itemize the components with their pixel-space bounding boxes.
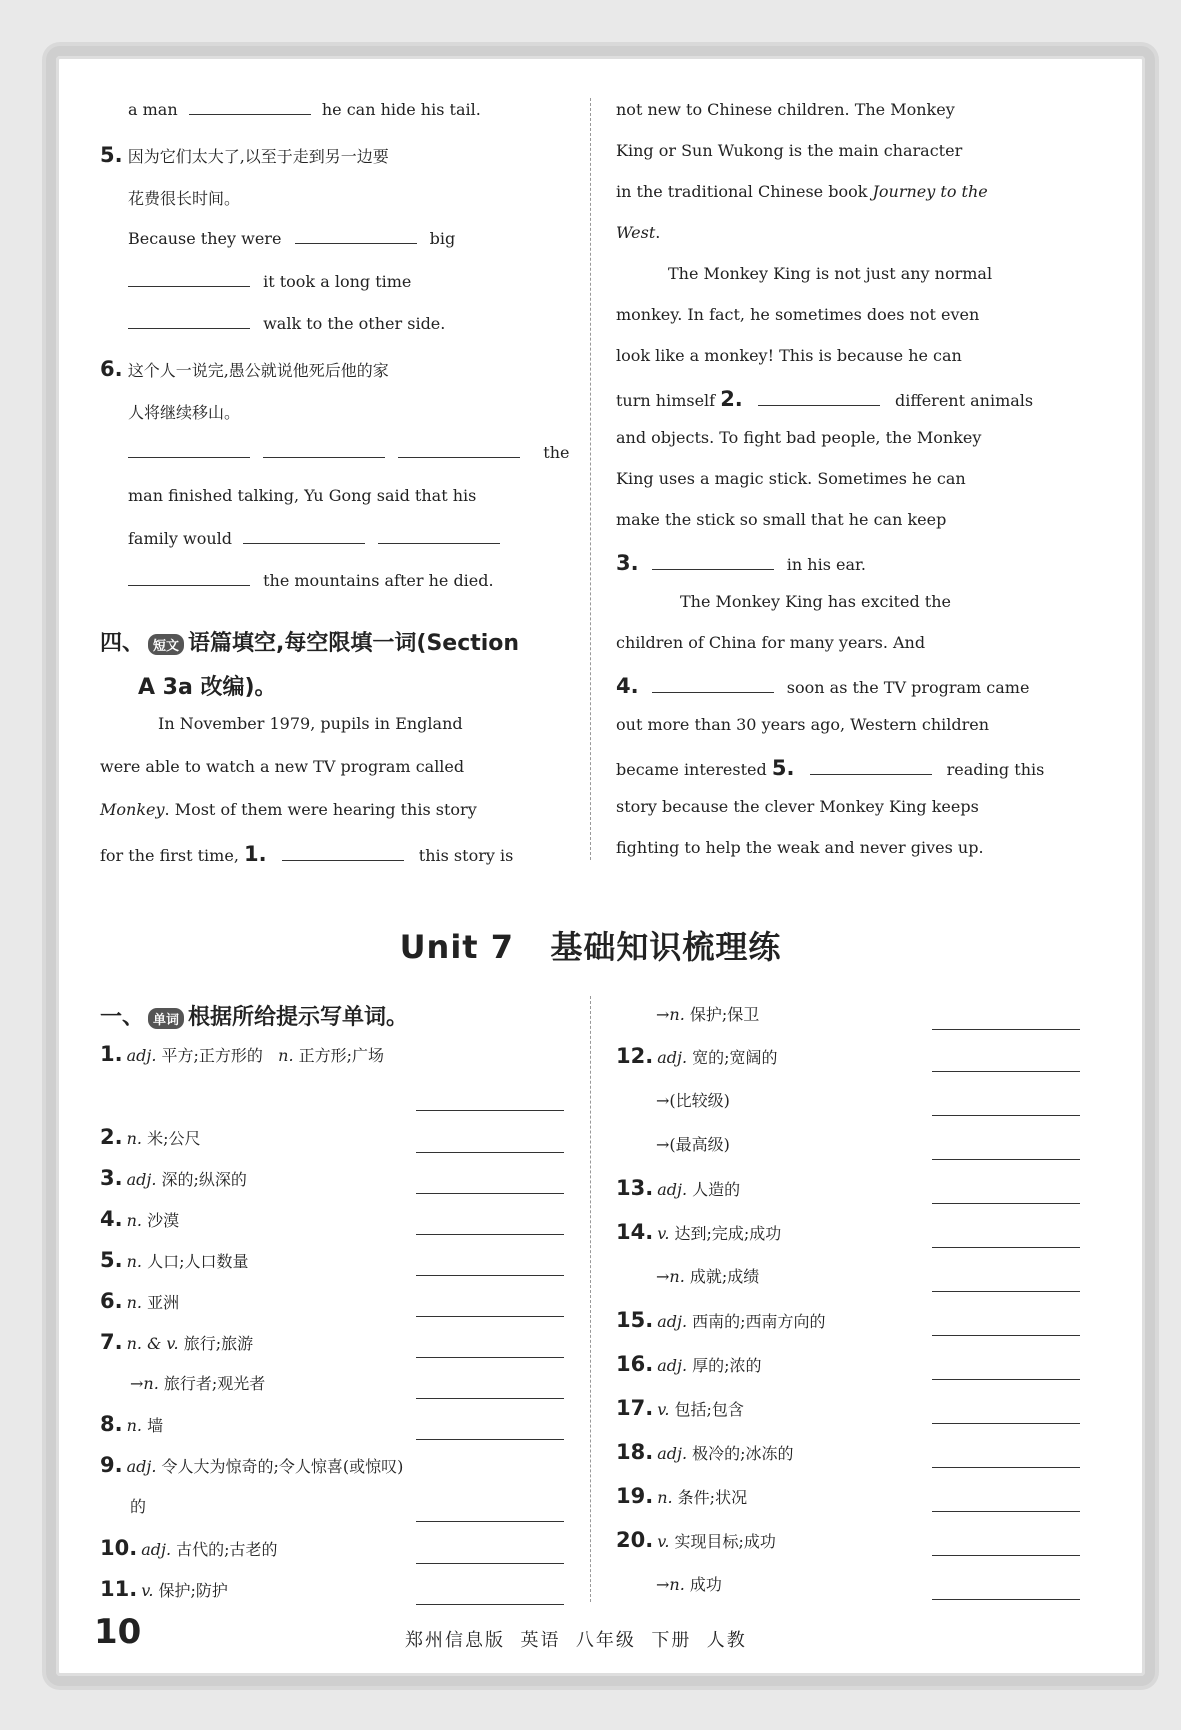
exercise-line — [128, 314, 445, 333]
column-divider-bottom — [590, 996, 591, 1602]
exercise-line — [128, 272, 411, 291]
answer-line[interactable] — [932, 1246, 1080, 1248]
answer-blank[interactable] — [263, 456, 385, 458]
column-divider-top — [590, 98, 591, 860]
text: he can hide his tail. — [321, 100, 481, 119]
text: family would — [128, 529, 232, 548]
vocab-item — [656, 1572, 722, 1595]
definition: 墙 — [141, 1416, 164, 1435]
answer-line[interactable] — [416, 1233, 564, 1235]
passage-line: King or Sun Wukong is the main character — [616, 141, 963, 160]
answer-line[interactable] — [932, 1070, 1080, 1072]
text: the mountains after he died. — [263, 571, 494, 590]
answer-line[interactable] — [932, 1378, 1080, 1380]
part-of-speech: →n. — [656, 1005, 685, 1024]
passage-line — [616, 756, 1044, 780]
definition: →(比较级) — [656, 1091, 730, 1110]
answer-line[interactable] — [416, 1520, 564, 1522]
answer-blank[interactable] — [128, 327, 250, 329]
definition: 厚的;浓的 — [687, 1356, 762, 1375]
passage-line: make the stick so small that he can keep — [616, 510, 947, 529]
text: became interested — [616, 760, 767, 779]
vocab-item — [100, 1536, 278, 1560]
text: Because they were — [128, 229, 282, 248]
passage-line: King uses a magic stick. Sometimes he can — [616, 469, 966, 488]
item-number: 2. — [100, 1125, 123, 1149]
definition: 的 — [130, 1497, 147, 1516]
italic-title: Monkey — [100, 800, 165, 819]
passage-line: The Monkey King is not just any normal — [668, 264, 993, 283]
answer-line[interactable] — [416, 1562, 564, 1564]
definition: 沙漠 — [141, 1211, 180, 1230]
part-of-speech: n. — [657, 1488, 673, 1507]
passage-line: not new to Chinese children. The Monkey — [616, 100, 955, 119]
definition: 成功 — [684, 1575, 722, 1594]
item-number: 14. — [616, 1220, 654, 1244]
text: . Most of them were hearing this story — [164, 800, 477, 819]
definition: 包括;包含 — [669, 1400, 744, 1419]
answer-blank[interactable] — [758, 404, 880, 406]
part-of-speech: v. — [141, 1581, 154, 1600]
part-of-speech: v. — [657, 1532, 670, 1551]
item-number: 4. — [100, 1207, 123, 1231]
question-number: 5. — [100, 143, 123, 167]
vocab-item — [100, 1248, 248, 1272]
item-number: 3. — [100, 1166, 123, 1190]
section-title-cont: A 3a 改编)。 — [138, 675, 277, 700]
text: this story is — [418, 846, 514, 865]
item-number: 5. — [100, 1248, 123, 1272]
vocab-item — [656, 1002, 759, 1025]
vocab-item — [616, 1396, 744, 1420]
blank-number: 2. — [720, 387, 743, 411]
part-of-speech: adj. — [126, 1046, 157, 1065]
passage-line: look like a monkey! This is because he can — [616, 346, 962, 365]
answer-line[interactable] — [932, 1202, 1080, 1204]
definition: 人口;人口数量 — [141, 1252, 249, 1271]
item-number: 20. — [616, 1528, 654, 1552]
unit-title: Unit 7 基础知识梳理练 — [399, 928, 782, 966]
item-number: 18. — [616, 1440, 654, 1464]
definition: 条件;状况 — [672, 1488, 748, 1507]
answer-blank[interactable] — [398, 456, 520, 458]
vocab-item — [130, 1371, 265, 1394]
item-number: 13. — [616, 1176, 654, 1200]
item-number: 1. — [100, 1042, 123, 1066]
part-of-speech: adj. — [657, 1048, 688, 1067]
vocab-item — [100, 1042, 384, 1066]
answer-line[interactable] — [932, 1334, 1080, 1336]
part-of-speech: v. — [657, 1400, 670, 1419]
blank-number: 4. — [616, 674, 639, 698]
chinese-prompt: 人将继续移山。 — [128, 403, 241, 422]
vocab-item — [616, 1308, 826, 1332]
answer-blank[interactable] — [128, 456, 250, 458]
text: it took a long time — [263, 272, 412, 291]
question-6 — [100, 357, 389, 381]
vocab-item — [656, 1132, 730, 1155]
definition: 米;公尺 — [141, 1129, 201, 1148]
answer-blank[interactable] — [378, 542, 500, 544]
definition: 保护;保卫 — [684, 1005, 760, 1024]
blank-number: 1. — [244, 842, 267, 866]
text: for the first time, — [100, 846, 239, 865]
part-of-speech: n. & v. — [126, 1334, 179, 1353]
passage-line — [100, 842, 513, 866]
answer-line[interactable] — [416, 1356, 564, 1358]
passage-line — [616, 182, 988, 201]
answer-blank[interactable] — [189, 113, 311, 115]
part-of-speech: →n. — [656, 1267, 685, 1286]
text: turn himself — [616, 391, 716, 410]
chinese-prompt: 花费很长时间。 — [128, 189, 241, 208]
answer-line[interactable] — [416, 1192, 564, 1194]
exercise-line — [128, 443, 569, 462]
part-of-speech: n. — [126, 1416, 142, 1435]
part-of-speech: adj. — [657, 1312, 688, 1331]
vocab-item — [616, 1484, 747, 1508]
definition: 旅行;旅游 — [178, 1334, 254, 1353]
answer-line[interactable] — [932, 1290, 1080, 1292]
passage-line: In November 1979, pupils in England — [158, 714, 463, 733]
definition: 旅行者;观光者 — [158, 1374, 266, 1393]
vocab-item — [616, 1528, 776, 1552]
vocab-item — [130, 1494, 146, 1517]
answer-line[interactable] — [416, 1274, 564, 1276]
section-title: 根据所给提示写单词。 — [188, 1005, 409, 1030]
section-tag: 短文 — [148, 634, 184, 655]
vocab-item — [656, 1264, 759, 1287]
answer-blank[interactable] — [128, 584, 250, 586]
passage-line: story because the clever Monkey King keeps — [616, 797, 979, 816]
text: reading this — [946, 760, 1045, 779]
part-of-speech: n. — [126, 1211, 142, 1230]
answer-line[interactable] — [932, 1114, 1080, 1116]
vocab-item — [100, 1125, 200, 1149]
passage-line: children of China for many years. And — [616, 633, 926, 652]
vocab-item — [616, 1352, 762, 1376]
text: big — [429, 229, 456, 248]
vocab-item — [100, 1166, 247, 1190]
text: walk to the other side. — [263, 314, 446, 333]
part-of-speech: adj. — [657, 1180, 688, 1199]
text: man finished talking, Yu Gong said that his — [128, 486, 477, 505]
answer-line[interactable] — [932, 1510, 1080, 1512]
part-of-speech: adj. — [657, 1356, 688, 1375]
vocab-item — [616, 1176, 740, 1200]
part-of-speech: adj. — [126, 1457, 157, 1476]
text: soon as the TV program came — [786, 678, 1030, 697]
blank-number: 3. — [616, 551, 639, 575]
section-prefix: 一、 — [100, 1005, 145, 1030]
answer-blank[interactable] — [652, 691, 774, 693]
italic-title: West — [616, 223, 656, 242]
passage-line: and objects. To fight bad people, the Monkey — [616, 428, 982, 447]
part-of-speech: →n. — [130, 1374, 159, 1393]
footer-text: 郑州信息版 英语 八年级 下册 人教 — [405, 1630, 747, 1651]
section-title: 语篇填空,每空限填一词(Section — [188, 631, 520, 656]
passage-line — [616, 551, 866, 575]
answer-blank[interactable] — [295, 242, 417, 244]
blank-number: 5. — [771, 756, 795, 780]
passage-line: monkey. In fact, he sometimes does not even — [616, 305, 980, 324]
vocab-item — [100, 1330, 253, 1354]
section-prefix: 四、 — [100, 631, 145, 656]
vocab-item — [616, 1440, 794, 1464]
section-4-heading — [100, 626, 519, 657]
definition: →(最高级) — [656, 1135, 730, 1154]
part-of-speech: n. — [278, 1046, 294, 1065]
item-number: 10. — [100, 1536, 138, 1560]
answer-line[interactable] — [416, 1603, 564, 1605]
answer-blank[interactable] — [810, 773, 932, 775]
answer-line[interactable] — [932, 1158, 1080, 1160]
answer-blank[interactable] — [128, 285, 250, 287]
page-number: 10 — [94, 1612, 142, 1652]
answer-line[interactable] — [416, 1109, 564, 1111]
chinese-prompt: 这个人一说完,愚公就说他死后他的家 — [127, 361, 389, 380]
part-of-speech: adj. — [126, 1170, 157, 1189]
definition: 深的;纵深的 — [156, 1170, 247, 1189]
part-of-speech: adj. — [657, 1444, 688, 1463]
item-number: 11. — [100, 1577, 138, 1601]
item-number: 9. — [100, 1453, 123, 1477]
part-of-speech: n. — [126, 1293, 142, 1312]
passage-line — [616, 674, 1029, 698]
item-number: 7. — [100, 1330, 123, 1354]
definition: 实现目标;成功 — [669, 1532, 776, 1551]
part-of-speech: v. — [657, 1224, 670, 1243]
passage-line — [616, 387, 1033, 411]
answer-line[interactable] — [932, 1554, 1080, 1556]
vocab-item — [616, 1220, 781, 1244]
part-of-speech: adj. — [141, 1540, 172, 1559]
part-of-speech: n. — [126, 1129, 142, 1148]
text: different animals — [894, 391, 1034, 410]
definition: 宽的;宽阔的 — [687, 1048, 778, 1067]
exercise-line — [128, 229, 455, 248]
item-number: 6. — [100, 1289, 123, 1313]
definition: 正方形;广场 — [293, 1046, 385, 1065]
section-tag: 单词 — [148, 1008, 184, 1029]
answer-line[interactable] — [416, 1397, 564, 1399]
vocab-item — [100, 1289, 179, 1313]
passage-line: fighting to help the weak and never gives up. — [616, 838, 984, 857]
definition: 西南的;西南方向的 — [687, 1312, 826, 1331]
item-number: 15. — [616, 1308, 654, 1332]
definition: 成就;成绩 — [684, 1267, 760, 1286]
item-number: 8. — [100, 1412, 123, 1436]
vocab-item — [100, 1412, 163, 1436]
vocab-item — [656, 1088, 730, 1111]
answer-line[interactable] — [932, 1028, 1080, 1030]
passage-line: out more than 30 years ago, Western children — [616, 715, 990, 734]
definition: 令人大为惊奇的;令人惊喜(或惊叹) — [156, 1457, 404, 1476]
passage-line — [100, 800, 477, 819]
answer-line[interactable] — [932, 1598, 1080, 1600]
passage-line: The Monkey King has excited the — [680, 592, 951, 611]
answer-blank[interactable] — [243, 542, 365, 544]
text: a man — [128, 100, 178, 119]
answer-line[interactable] — [416, 1315, 564, 1317]
answer-line[interactable] — [416, 1151, 564, 1153]
answer-line[interactable] — [932, 1466, 1080, 1468]
answer-blank[interactable] — [652, 568, 774, 570]
passage-line — [616, 223, 660, 242]
chinese-prompt: 因为它们太大了,以至于走到另一边要 — [127, 147, 389, 166]
part-of-speech: n. — [126, 1252, 142, 1271]
answer-line[interactable] — [932, 1422, 1080, 1424]
definition: 人造的 — [687, 1180, 741, 1199]
text: . — [655, 223, 661, 242]
item-number: 17. — [616, 1396, 654, 1420]
vocab-item — [616, 1044, 778, 1068]
text: in the traditional Chinese book — [616, 182, 868, 201]
section-1-heading — [100, 1000, 408, 1031]
definition: 极冷的;冰冻的 — [687, 1444, 794, 1463]
text: the — [543, 443, 570, 462]
definition: 亚洲 — [141, 1293, 180, 1312]
definition: 古代的;古老的 — [171, 1540, 278, 1559]
definition: 平方;正方形的 — [156, 1046, 279, 1065]
exercise-line — [128, 571, 494, 590]
exercise-line — [128, 100, 481, 119]
italic-title: Journey to the — [872, 182, 988, 201]
text: in his ear. — [786, 555, 866, 574]
item-number: 16. — [616, 1352, 654, 1376]
vocab-item — [100, 1577, 228, 1601]
exercise-line — [128, 529, 500, 548]
vocab-item — [100, 1207, 179, 1231]
vocab-item — [100, 1453, 403, 1477]
answer-line[interactable] — [416, 1438, 564, 1440]
question-number: 6. — [100, 357, 123, 381]
question-5 — [100, 143, 389, 167]
definition: 保护;防护 — [153, 1581, 228, 1600]
part-of-speech: →n. — [656, 1575, 685, 1594]
passage-line: were able to watch a new TV program called — [100, 757, 465, 776]
item-number: 19. — [616, 1484, 654, 1508]
item-number: 12. — [616, 1044, 654, 1068]
definition: 达到;完成;成功 — [669, 1224, 782, 1243]
answer-blank[interactable] — [282, 859, 404, 861]
